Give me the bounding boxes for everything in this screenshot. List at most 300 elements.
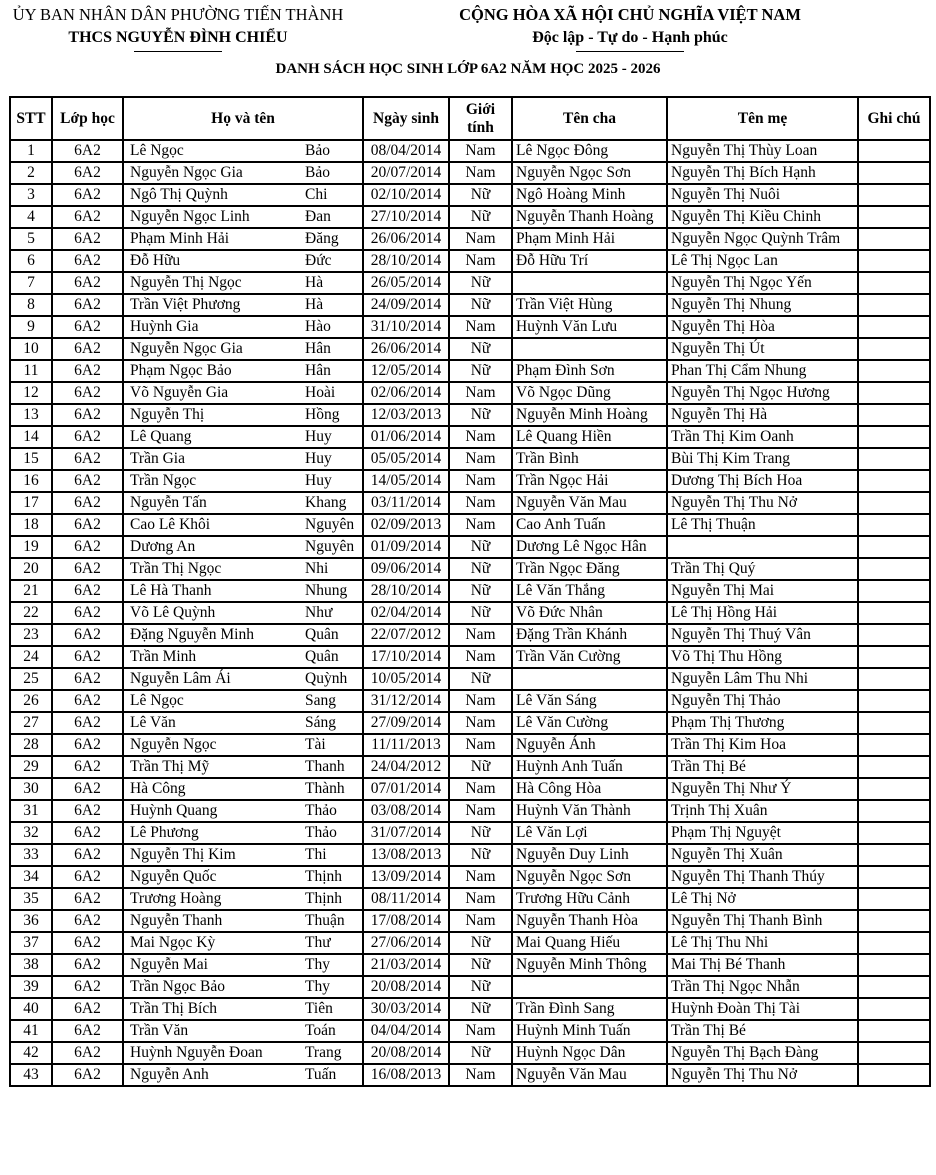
cell-dob: 24/09/2014 <box>363 294 449 316</box>
cell-dob: 27/06/2014 <box>363 932 449 954</box>
header-gender <box>449 97 512 140</box>
cell-first-name: Sang <box>305 692 336 709</box>
cell-class: 6A2 <box>52 492 123 514</box>
table-row <box>10 250 930 272</box>
cell-first-name: Thịnh <box>305 868 343 885</box>
cell-last-middle-name: Ngô Thị Quỳnh <box>130 186 228 203</box>
cell-mother: Dương Thị Bích Hoa <box>667 470 858 492</box>
cell-gender: Nam <box>449 228 512 250</box>
cell-father: Nguyễn Ánh <box>512 734 667 756</box>
cell-first-name: Thành <box>305 780 345 797</box>
cell-first-name: Thy <box>305 956 330 973</box>
table-row <box>10 800 930 822</box>
cell-class: 6A2 <box>52 558 123 580</box>
cell-mother: Trần Thị Quý <box>667 558 858 580</box>
cell-class: 6A2 <box>52 514 123 536</box>
cell-stt: 3 <box>10 184 52 206</box>
cell-full-name <box>123 888 363 910</box>
header-mother: Tên mẹ <box>667 97 858 140</box>
cell-father: Võ Đức Nhân <box>512 602 667 624</box>
cell-gender: Nữ <box>449 954 512 976</box>
cell-mother: Nguyễn Thị Ngọc Hương <box>667 382 858 404</box>
table-row <box>10 602 930 624</box>
cell-stt: 5 <box>10 228 52 250</box>
cell-last-middle-name: Trần Việt Phương <box>130 296 241 313</box>
cell-father: Trần Ngọc Hải <box>512 470 667 492</box>
cell-full-name <box>123 778 363 800</box>
header-gender-line1: Giới <box>465 100 496 118</box>
cell-first-name: Khang <box>305 494 347 511</box>
cell-last-middle-name: Huỳnh Quang <box>130 802 218 819</box>
cell-class: 6A2 <box>52 932 123 954</box>
cell-note <box>858 602 930 624</box>
national-motto-block <box>420 4 840 52</box>
cell-note <box>858 1064 930 1086</box>
cell-father: Huỳnh Ngọc Dân <box>512 1042 667 1064</box>
cell-dob: 01/06/2014 <box>363 426 449 448</box>
cell-note <box>858 1042 930 1064</box>
cell-full-name <box>123 910 363 932</box>
cell-last-middle-name: Lê Văn <box>130 714 176 731</box>
cell-first-name: Thư <box>305 934 331 951</box>
cell-last-middle-name: Trần Văn <box>130 1022 189 1039</box>
cell-last-middle-name: Trần Ngọc Bảo <box>130 978 226 995</box>
cell-father: Nguyễn Văn Mau <box>512 492 667 514</box>
issuing-authority-block <box>0 4 356 52</box>
cell-stt: 16 <box>10 470 52 492</box>
cell-mother: Trần Thị Bé <box>667 1020 858 1042</box>
cell-full-name <box>123 1020 363 1042</box>
cell-stt: 19 <box>10 536 52 558</box>
cell-father <box>512 272 667 294</box>
cell-stt: 33 <box>10 844 52 866</box>
cell-first-name: Như <box>305 604 333 621</box>
cell-last-middle-name: Lê Quang <box>130 428 192 445</box>
cell-dob: 12/05/2014 <box>363 360 449 382</box>
cell-last-middle-name: Nguyễn Ngọc Gia <box>130 164 243 181</box>
cell-class: 6A2 <box>52 228 123 250</box>
cell-class: 6A2 <box>52 294 123 316</box>
cell-note <box>858 1020 930 1042</box>
cell-stt: 22 <box>10 602 52 624</box>
cell-dob: 03/11/2014 <box>363 492 449 514</box>
cell-father: Lê Văn Cường <box>512 712 667 734</box>
national-motto: Độc lập - Tự do - Hạnh phúc <box>532 29 728 46</box>
table-row <box>10 294 930 316</box>
cell-dob: 02/06/2014 <box>363 382 449 404</box>
cell-class: 6A2 <box>52 844 123 866</box>
cell-first-name: Hồng <box>305 406 340 423</box>
cell-mother: Trần Thị Kim Oanh <box>667 426 858 448</box>
table-row <box>10 932 930 954</box>
cell-dob: 17/10/2014 <box>363 646 449 668</box>
cell-gender: Nam <box>449 162 512 184</box>
cell-stt: 11 <box>10 360 52 382</box>
cell-full-name <box>123 250 363 272</box>
cell-mother: Nguyễn Thị Bích Hạnh <box>667 162 858 184</box>
cell-class: 6A2 <box>52 426 123 448</box>
cell-class: 6A2 <box>52 536 123 558</box>
cell-gender: Nữ <box>449 822 512 844</box>
cell-last-middle-name: Hà Công <box>130 780 186 797</box>
cell-dob: 26/06/2014 <box>363 338 449 360</box>
cell-class: 6A2 <box>52 272 123 294</box>
cell-first-name: Đan <box>305 208 331 225</box>
cell-mother: Nguyễn Thị Thu Nở <box>667 492 858 514</box>
cell-father: Trần Ngọc Đăng <box>512 558 667 580</box>
cell-father: Phạm Đình Sơn <box>512 360 667 382</box>
cell-class: 6A2 <box>52 888 123 910</box>
cell-mother: Nguyễn Thị Thanh Bình <box>667 910 858 932</box>
cell-gender: Nam <box>449 800 512 822</box>
cell-class: 6A2 <box>52 712 123 734</box>
cell-full-name <box>123 998 363 1020</box>
cell-full-name <box>123 404 363 426</box>
cell-gender: Nam <box>449 646 512 668</box>
cell-stt: 39 <box>10 976 52 998</box>
cell-father: Lê Văn Lợi <box>512 822 667 844</box>
table-row <box>10 866 930 888</box>
cell-gender: Nữ <box>449 294 512 316</box>
cell-class: 6A2 <box>52 184 123 206</box>
cell-gender: Nữ <box>449 602 512 624</box>
cell-dob: 28/10/2014 <box>363 580 449 602</box>
header-class: Lớp học <box>52 97 123 140</box>
cell-full-name <box>123 184 363 206</box>
cell-father <box>512 668 667 690</box>
cell-note <box>858 646 930 668</box>
cell-mother: Nguyễn Thị Kiều Chinh <box>667 206 858 228</box>
school-name-underline <box>134 51 222 52</box>
cell-mother: Nguyễn Thị Hòa <box>667 316 858 338</box>
cell-full-name <box>123 580 363 602</box>
cell-father: Huỳnh Minh Tuấn <box>512 1020 667 1042</box>
cell-note <box>858 910 930 932</box>
table-row <box>10 954 930 976</box>
cell-class: 6A2 <box>52 668 123 690</box>
cell-class: 6A2 <box>52 756 123 778</box>
cell-stt: 42 <box>10 1042 52 1064</box>
cell-dob: 02/10/2014 <box>363 184 449 206</box>
cell-mother: Phan Thị Cẩm Nhung <box>667 360 858 382</box>
table-row <box>10 382 930 404</box>
cell-dob: 28/10/2014 <box>363 250 449 272</box>
table-row <box>10 888 930 910</box>
cell-stt: 30 <box>10 778 52 800</box>
cell-full-name <box>123 206 363 228</box>
cell-father <box>512 338 667 360</box>
cell-father: Cao Anh Tuấn <box>512 514 667 536</box>
cell-class: 6A2 <box>52 316 123 338</box>
cell-last-middle-name: Nguyễn Thanh <box>130 912 223 929</box>
cell-class: 6A2 <box>52 976 123 998</box>
cell-first-name: Thảo <box>305 802 337 819</box>
cell-class: 6A2 <box>52 910 123 932</box>
cell-mother: Nguyễn Thị Mai <box>667 580 858 602</box>
cell-mother: Phạm Thị Thương <box>667 712 858 734</box>
table-row <box>10 778 930 800</box>
cell-gender: Nữ <box>449 558 512 580</box>
cell-class: 6A2 <box>52 404 123 426</box>
cell-last-middle-name: Nguyễn Quốc <box>130 868 217 885</box>
cell-father: Lê Ngọc Đông <box>512 140 667 162</box>
cell-mother: Nguyễn Thị Bạch Đàng <box>667 1042 858 1064</box>
cell-mother: Lê Thị Ngọc Lan <box>667 250 858 272</box>
cell-gender: Nữ <box>449 1042 512 1064</box>
cell-full-name <box>123 558 363 580</box>
header-gender-line2: tính <box>467 118 494 136</box>
cell-stt: 12 <box>10 382 52 404</box>
cell-father: Nguyễn Thanh Hoàng <box>512 206 667 228</box>
cell-last-middle-name: Nguyễn Ngọc Linh <box>130 208 250 225</box>
cell-stt: 28 <box>10 734 52 756</box>
cell-gender: Nam <box>449 624 512 646</box>
cell-stt: 27 <box>10 712 52 734</box>
cell-gender: Nam <box>449 778 512 800</box>
cell-last-middle-name: Huỳnh Nguyễn Đoan <box>130 1044 263 1061</box>
cell-class: 6A2 <box>52 624 123 646</box>
cell-gender: Nữ <box>449 536 512 558</box>
cell-full-name <box>123 140 363 162</box>
cell-gender: Nam <box>449 448 512 470</box>
cell-father: Trần Bình <box>512 448 667 470</box>
table-body <box>10 140 930 1086</box>
cell-class: 6A2 <box>52 822 123 844</box>
cell-note <box>858 756 930 778</box>
cell-note <box>858 932 930 954</box>
table-row <box>10 690 930 712</box>
header-father: Tên cha <box>512 97 667 140</box>
cell-note <box>858 844 930 866</box>
cell-class: 6A2 <box>52 998 123 1020</box>
cell-note <box>858 294 930 316</box>
table-row <box>10 536 930 558</box>
cell-first-name: Sáng <box>305 714 336 731</box>
cell-gender: Nữ <box>449 756 512 778</box>
cell-last-middle-name: Nguyễn Mai <box>130 956 208 973</box>
cell-first-name: Hà <box>305 274 324 291</box>
cell-mother: Nguyễn Lâm Thu Nhi <box>667 668 858 690</box>
cell-stt: 2 <box>10 162 52 184</box>
table-row <box>10 580 930 602</box>
cell-full-name <box>123 1064 363 1086</box>
cell-note <box>858 514 930 536</box>
cell-stt: 20 <box>10 558 52 580</box>
cell-last-middle-name: Trần Thị Ngọc <box>130 560 222 577</box>
cell-full-name <box>123 954 363 976</box>
cell-full-name <box>123 756 363 778</box>
cell-full-name <box>123 602 363 624</box>
table-row <box>10 206 930 228</box>
national-title: CỘNG HÒA XÃ HỘI CHỦ NGHĨA VIỆT NAM <box>459 5 801 24</box>
table-row <box>10 360 930 382</box>
cell-stt: 32 <box>10 822 52 844</box>
cell-father <box>512 976 667 998</box>
cell-gender: Nam <box>449 470 512 492</box>
cell-class: 6A2 <box>52 338 123 360</box>
cell-gender: Nữ <box>449 976 512 998</box>
cell-note <box>858 338 930 360</box>
cell-dob: 11/11/2013 <box>363 734 449 756</box>
cell-dob: 16/08/2013 <box>363 1064 449 1086</box>
cell-dob: 01/09/2014 <box>363 536 449 558</box>
cell-stt: 40 <box>10 998 52 1020</box>
cell-father: Huỳnh Văn Thành <box>512 800 667 822</box>
cell-dob: 08/04/2014 <box>363 140 449 162</box>
cell-class: 6A2 <box>52 602 123 624</box>
cell-stt: 17 <box>10 492 52 514</box>
cell-first-name: Thảo <box>305 824 337 841</box>
header-full-name: Họ và tên <box>123 97 363 140</box>
cell-mother <box>667 536 858 558</box>
table-row <box>10 1042 930 1064</box>
cell-gender: Nam <box>449 382 512 404</box>
cell-stt: 4 <box>10 206 52 228</box>
cell-dob: 26/05/2014 <box>363 272 449 294</box>
cell-last-middle-name: Nguyễn Thị Ngọc <box>130 274 242 291</box>
cell-last-middle-name: Lê Ngọc <box>130 692 184 709</box>
cell-class: 6A2 <box>52 734 123 756</box>
cell-gender: Nữ <box>449 184 512 206</box>
table-row <box>10 998 930 1020</box>
cell-first-name: Hoài <box>305 384 336 401</box>
table-row <box>10 162 930 184</box>
cell-stt: 18 <box>10 514 52 536</box>
header-note: Ghi chú <box>858 97 930 140</box>
cell-note <box>858 866 930 888</box>
cell-stt: 36 <box>10 910 52 932</box>
cell-gender: Nam <box>449 1020 512 1042</box>
cell-stt: 37 <box>10 932 52 954</box>
cell-last-middle-name: Phạm Minh Hải <box>130 230 230 247</box>
cell-full-name <box>123 712 363 734</box>
table-row <box>10 822 930 844</box>
cell-dob: 14/05/2014 <box>363 470 449 492</box>
cell-note <box>858 712 930 734</box>
cell-father: Ngô Hoàng Minh <box>512 184 667 206</box>
cell-dob: 31/07/2014 <box>363 822 449 844</box>
cell-last-middle-name: Nguyễn Thị <box>130 406 205 423</box>
cell-father: Lê Văn Sáng <box>512 690 667 712</box>
cell-father: Nguyễn Minh Hoàng <box>512 404 667 426</box>
cell-note <box>858 316 930 338</box>
cell-first-name: Thy <box>305 978 330 995</box>
cell-dob: 21/03/2014 <box>363 954 449 976</box>
cell-mother: Lê Thị Nở <box>667 888 858 910</box>
cell-note <box>858 976 930 998</box>
school-name: THCS NGUYỄN ĐÌNH CHIỂU <box>68 29 288 46</box>
cell-stt: 10 <box>10 338 52 360</box>
cell-last-middle-name: Nguyễn Ngọc Gia <box>130 340 243 357</box>
cell-full-name <box>123 844 363 866</box>
cell-gender: Nam <box>449 690 512 712</box>
cell-note <box>858 492 930 514</box>
cell-father: Nguyễn Văn Mau <box>512 1064 667 1086</box>
table-row <box>10 492 930 514</box>
cell-stt: 24 <box>10 646 52 668</box>
cell-full-name <box>123 536 363 558</box>
cell-first-name: Thanh <box>305 758 345 775</box>
cell-first-name: Huy <box>305 428 332 445</box>
cell-father: Huỳnh Anh Tuấn <box>512 756 667 778</box>
cell-mother: Lê Thị Thu Nhi <box>667 932 858 954</box>
cell-dob: 20/07/2014 <box>363 162 449 184</box>
cell-first-name: Nguyên <box>305 538 355 555</box>
cell-mother: Nguyễn Thị Thảo <box>667 690 858 712</box>
cell-last-middle-name: Trần Minh <box>130 648 197 665</box>
cell-full-name <box>123 382 363 404</box>
cell-father: Huỳnh Văn Lưu <box>512 316 667 338</box>
cell-full-name <box>123 646 363 668</box>
cell-dob: 26/06/2014 <box>363 228 449 250</box>
cell-dob: 27/10/2014 <box>363 206 449 228</box>
cell-first-name: Đăng <box>305 230 339 247</box>
table-row <box>10 184 930 206</box>
cell-gender: Nam <box>449 888 512 910</box>
table-row <box>10 316 930 338</box>
cell-first-name: Tuấn <box>305 1066 337 1083</box>
cell-gender: Nam <box>449 866 512 888</box>
authority-name: ỦY BAN NHÂN DÂN PHƯỜNG TIẾN THÀNH <box>12 5 344 24</box>
cell-last-middle-name: Phạm Ngọc Bảo <box>130 362 232 379</box>
cell-last-middle-name: Đỗ Hữu <box>130 252 181 269</box>
cell-last-middle-name: Mai Ngọc Kỳ <box>130 934 216 951</box>
cell-first-name: Quỳnh <box>305 670 348 687</box>
cell-note <box>858 206 930 228</box>
cell-first-name: Huy <box>305 450 332 467</box>
cell-note <box>858 382 930 404</box>
cell-class: 6A2 <box>52 800 123 822</box>
cell-class: 6A2 <box>52 250 123 272</box>
cell-father: Trần Văn Cường <box>512 646 667 668</box>
cell-father: Nguyễn Thanh Hòa <box>512 910 667 932</box>
cell-father: Mai Quang Hiếu <box>512 932 667 954</box>
cell-full-name <box>123 426 363 448</box>
cell-gender: Nữ <box>449 998 512 1020</box>
cell-last-middle-name: Trần Gia <box>130 450 185 467</box>
cell-father: Nguyễn Ngọc Sơn <box>512 866 667 888</box>
cell-last-middle-name: Nguyễn Ngọc <box>130 736 217 753</box>
cell-gender: Nam <box>449 140 512 162</box>
cell-gender: Nữ <box>449 206 512 228</box>
cell-stt: 6 <box>10 250 52 272</box>
cell-full-name <box>123 162 363 184</box>
cell-gender: Nam <box>449 712 512 734</box>
header-stt: STT <box>10 97 52 140</box>
cell-last-middle-name: Trần Ngọc <box>130 472 197 489</box>
cell-father: Nguyễn Minh Thông <box>512 954 667 976</box>
cell-stt: 25 <box>10 668 52 690</box>
cell-note <box>858 140 930 162</box>
cell-class: 6A2 <box>52 580 123 602</box>
cell-father: Đỗ Hữu Trí <box>512 250 667 272</box>
cell-gender: Nam <box>449 250 512 272</box>
cell-note <box>858 734 930 756</box>
cell-gender: Nam <box>449 514 512 536</box>
cell-father: Trương Hữu Cảnh <box>512 888 667 910</box>
cell-gender: Nữ <box>449 844 512 866</box>
cell-note <box>858 558 930 580</box>
cell-first-name: Quân <box>305 626 339 643</box>
cell-note <box>858 250 930 272</box>
cell-class: 6A2 <box>52 448 123 470</box>
cell-class: 6A2 <box>52 1020 123 1042</box>
cell-stt: 26 <box>10 690 52 712</box>
cell-dob: 24/04/2012 <box>363 756 449 778</box>
cell-last-middle-name: Trần Thị Bích <box>130 1000 217 1017</box>
cell-note <box>858 668 930 690</box>
cell-first-name: Bảo <box>305 142 330 159</box>
